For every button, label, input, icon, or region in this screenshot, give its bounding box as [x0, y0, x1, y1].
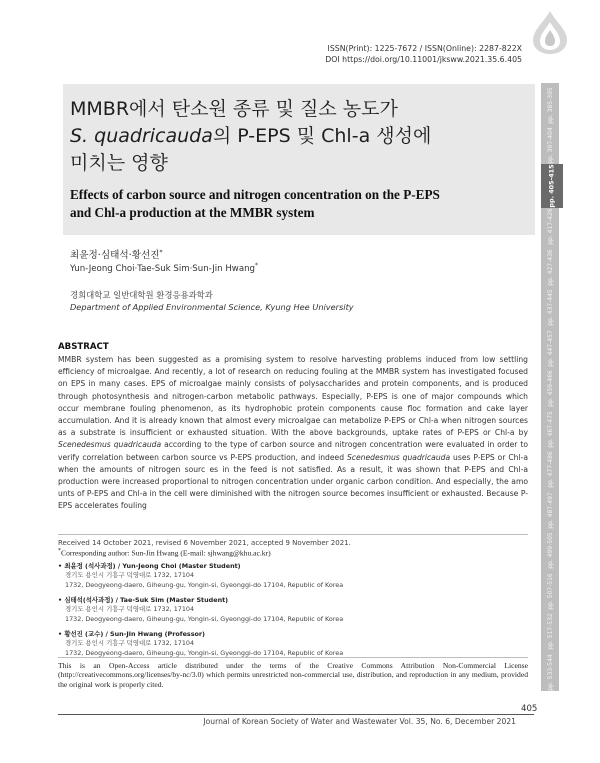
- side-tab[interactable]: [541, 407, 559, 451]
- title-kr-line3: 미치는 영향: [70, 152, 168, 174]
- journal-footer: Journal of Korean Society of Water and Wastewater Vol. 35, No. 6, December 2021: [203, 717, 516, 726]
- side-tab-label: pp. 467-475: [546, 410, 554, 448]
- side-tab-label: pp. 477-486: [546, 451, 554, 488]
- received-dates: Received 14 October 2021, revised 6 November 2021, accepted 9 November 2021.: [58, 539, 351, 547]
- address-line-kr: 경기도 용인시 기흥구 덕영대로 1732, 17104: [65, 639, 195, 648]
- side-tab-label: pp. 397-404: [546, 127, 554, 164]
- author-address-3: [58, 630, 528, 658]
- address-line-en: 1732, Deogyeong-daero, Giheung-gu, Yongin-si, Gyeonggi-do 17104, Republic of Korea: [65, 614, 344, 623]
- side-tab-label: pp. 437-445: [546, 289, 554, 326]
- side-tab[interactable]: [541, 326, 559, 370]
- address-name-text: 최윤정 (석사과정) / Yun-Jeong Choi (Master Student): [64, 562, 241, 570]
- title-korean: [70, 96, 530, 177]
- affiliation-korean: 경희대학교 일반대학원 환경응용과학과: [70, 290, 213, 300]
- license-divider: [58, 657, 528, 658]
- affiliation-english: Department of Applied Environmental Science, Kyung Hee University: [70, 302, 354, 312]
- open-access-notice: This is an Open-Access article distributed under the terms of the Creative Commons Attribution Non-Commercial License (http://creativecommons.org/licenses/by-nc/3.0) which permits unrestricted non-commercial use, distribution, and reproduction in any medium, provided the original work is properly cited.: [58, 661, 528, 689]
- issn-line: ISSN(Print): 1225-7672 / ISSN(Online): 2287-822X: [327, 44, 522, 53]
- side-tab[interactable]: [541, 205, 559, 249]
- side-tab[interactable]: [541, 569, 559, 613]
- side-tab-label: pp. 417-426: [546, 208, 554, 245]
- issn-doi-block: [325, 43, 522, 65]
- title-en-line2: and Chl-a production at the MMBR system: [70, 205, 315, 220]
- side-tab-label: pp. 459-466: [546, 370, 554, 407]
- abstract-heading: ABSTRACT: [58, 342, 109, 352]
- page-number: 405: [521, 704, 538, 714]
- title-kr-line2-rest: 의 P-EPS 및 Chl-a 생성에: [212, 125, 432, 147]
- title-kr-line2: [70, 123, 530, 150]
- corresponding-author-mark: *: [58, 548, 61, 554]
- authors-korean: [70, 247, 163, 261]
- footnote-divider: [58, 534, 528, 535]
- side-tab[interactable]: [541, 286, 559, 330]
- title-kr-line1: MMBR에서 탄소원 종류 및 질소 농도가: [70, 98, 398, 120]
- address-name: • 심태석(석사과정) / Tae-Suk Sim (Master Student): [58, 596, 229, 604]
- side-tab[interactable]: [541, 650, 559, 694]
- side-tab[interactable]: [541, 83, 559, 127]
- address-name: • 황선진 (교수) / Sun-Jin Hwang (Professor): [58, 630, 205, 638]
- corresponding-mark: *: [159, 248, 163, 256]
- address-name: • 최윤정 (석사과정) / Yun-Jeong Choi (Master Student): [58, 562, 241, 570]
- side-tab[interactable]: [541, 610, 559, 654]
- doi-line: DOI https://doi.org/10.11001/jksww.2021.35.6.405: [325, 55, 522, 64]
- title-english: [70, 186, 530, 222]
- side-tab[interactable]: [541, 367, 559, 411]
- side-tab[interactable]: [541, 245, 559, 289]
- address-line-en: 1732, Deogyeong-daero, Giheung-gu, Yongin-si, Gyeonggi-do 17104, Republic of Korea: [65, 580, 344, 589]
- side-tab-label: pp. 499-505: [546, 532, 554, 569]
- title-en-line1: Effects of carbon source and nitrogen concentration on the P-EPS: [70, 187, 440, 202]
- address-line-kr: 경기도 용인시 기흥구 덕영대로 1732, 17104: [65, 571, 195, 580]
- title-species: S. quadricauda: [70, 125, 213, 147]
- side-tab-label: pp. 487-497: [546, 491, 554, 529]
- corresponding-author-text: Corresponding author: Sun-Jin Hwang (E-mail: sjhwang@khu.ac.kr): [61, 548, 271, 558]
- corresponding-mark-en: *: [255, 262, 258, 269]
- side-tab[interactable]: [541, 164, 563, 208]
- author-address-1: [58, 562, 528, 590]
- corresponding-author: [58, 548, 271, 558]
- abstract-part2: according to the type of carbon source and nitrogen concentration were evaluated in order to verify correlation between carbon source vs P-EPS production, and indeed: [58, 440, 528, 462]
- abstract-part3: uses P-EPS or Chl-a when the amounts of nitrogen sourc es in the feed is not satisfied. As a result, it was shown that P-EPS and Chl-a production were increased proportional to nitrogen concentration under organic carbon condition. And especially, the amo unts of P-EPS and Chl-a in the cell were diminished with the nitrogen source becomes insufficient or exhausted. Because P-EPS accelerates fouling: [58, 452, 528, 511]
- abstract-species1: Scenedesmus quadricauda: [58, 440, 162, 450]
- side-tab-label: pp. 405-415: [548, 164, 557, 208]
- side-tab[interactable]: [541, 448, 559, 492]
- footer-rule: [58, 714, 534, 715]
- side-tab-label: pp. 385-395: [546, 86, 554, 124]
- address-line-kr: 경기도 용인시 기흥구 덕영대로 1732, 17104: [65, 605, 195, 614]
- address-name-text: 심태석(석사과정) / Tae-Suk Sim (Master Student): [64, 596, 229, 604]
- side-tab-label: pp. 447-457: [546, 329, 554, 367]
- authors-english: [70, 262, 258, 274]
- side-tab-label: pp. 507-516: [546, 572, 554, 610]
- address-name-text: 황선진 (교수) / Sun-Jin Hwang (Professor): [64, 630, 205, 638]
- side-tab-label: pp. 427-436: [546, 248, 554, 286]
- author-address-2: [58, 596, 528, 624]
- side-tab-label: pp. 517-532: [546, 613, 554, 650]
- authors-kr-names: 최윤정·심태석·황선진: [70, 250, 160, 261]
- abstract-body: [58, 354, 528, 530]
- abstract-part1: MMBR system has been suggested as a promising system to resolve harvesting problems induced from low settling efficiency of microalgae. And recently, a lot of research on reducing fouling at the MMBR system has investigated focused on EPS in many cases. EPS of microalgae mainly consists of polysaccharides and protein components, and is produced through photosynthesis and nitrogen-carbon metabolic pathways. Especially, P-EPS is one of major compounds which occur membrane fouling phenomenon, as its hydrophobic protein components cause floc formation and cake layer accumulation. And it is already known that almost every microalgae can metabolize P-EPS or Chl-a when nitrogen sources as a substrate is insufficient or exhausted situation. With the above backgrounds, uptake rates of P-EPS or Chl-a by: [58, 355, 528, 438]
- journal-drop-logo: [526, 8, 574, 56]
- side-tab[interactable]: [541, 529, 559, 573]
- address-line-en: 1732, Deogyeong-daero, Giheung-gu, Yongin-si, Gyeonggi-do 17104, Republic of Korea: [65, 648, 344, 657]
- side-tab[interactable]: [541, 488, 559, 532]
- side-tab-label: pp. 533-544: [546, 653, 554, 691]
- authors-en-names: Yun-Jeong Choi·Tae-Suk Sim·Sun-Jin Hwang: [70, 263, 255, 274]
- abstract-species2: Scenedesmus quadricauda: [346, 452, 451, 462]
- side-tab[interactable]: [541, 124, 559, 168]
